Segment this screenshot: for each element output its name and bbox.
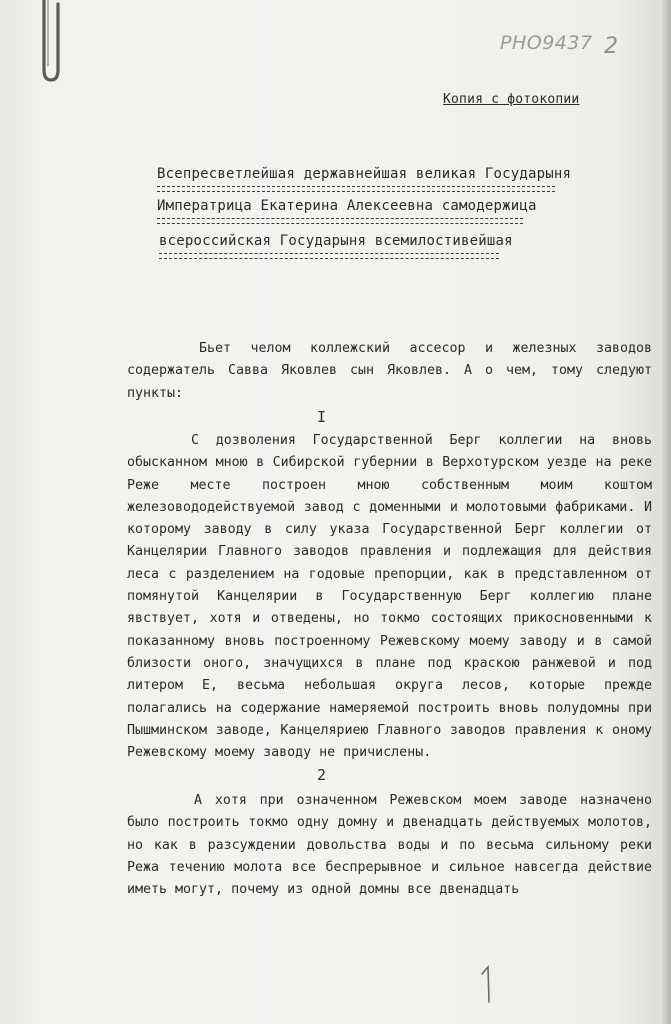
archive-number: 2	[604, 34, 618, 59]
section-paragraph: С дозволения Государственной Берг коллегии на вновь обысканном мною в Сибирской губернии в Верхотурском уезде на реке Реже месте построен мною собственным моим коштом железовододействуемой завод с доменными и молотовыми фабриками. И которому заводу в силу указа Государственной Берг коллегии от Канцелярии Главного заводов правления и подлежащия для действия леса с разделением на годовые препорции, как в представленном от помянутой Канцелярии в Государственную Берг коллегию плане явствует, хотя и отведены, но токмо состоящих прикосновенными к показанному вновь построенному Режевскому моему заводу и в самой близости оного, значущихся в плане под краскою ранжевой и под литером Е, весьма небольшая округа лесов, которые прежде полагались на содержание намеряемой построить вновь полудомны при Пышминском заводе, Канцеляриею Главного заводов правления к оному Режевскому моему заводу не причислены.	[127, 433, 652, 761]
section-number: I	[317, 408, 327, 426]
address-line-2: Императрица Екатерина Алексеевна самодержица	[157, 198, 537, 214]
section-paragraph: А хотя при означенном Режевском моем заводе назначено было построить токмо одну домну и двенадцать действуемых молотов, но как в разсуждении довольства воды и по весьма сильному реки Режа течению молота все беспрерывное и сильное навсегда действие иметь могут, почему из одной домны все двенадцать	[127, 793, 652, 898]
copy-note: Копия с фотокопии	[443, 92, 580, 107]
paper-clip-icon	[38, 0, 64, 86]
section-number: 2	[317, 766, 327, 784]
double-underline	[157, 218, 523, 224]
address-line-1: Всепресветлейшая державнейшая великая Государыня	[157, 166, 572, 182]
double-underline	[157, 186, 555, 192]
address-line-3: всероссийская Государыня всемилостивейшая	[159, 233, 513, 249]
double-underline	[159, 253, 499, 259]
page-mark-1	[479, 964, 495, 1004]
archive-mark: РНО9437	[500, 32, 593, 54]
intro-paragraph: Бьет челом коллежский ассесор и железных заводов содержатель Савва Яковлев сын Яковлев. А о чем, тому следуют пункты:	[127, 341, 652, 401]
